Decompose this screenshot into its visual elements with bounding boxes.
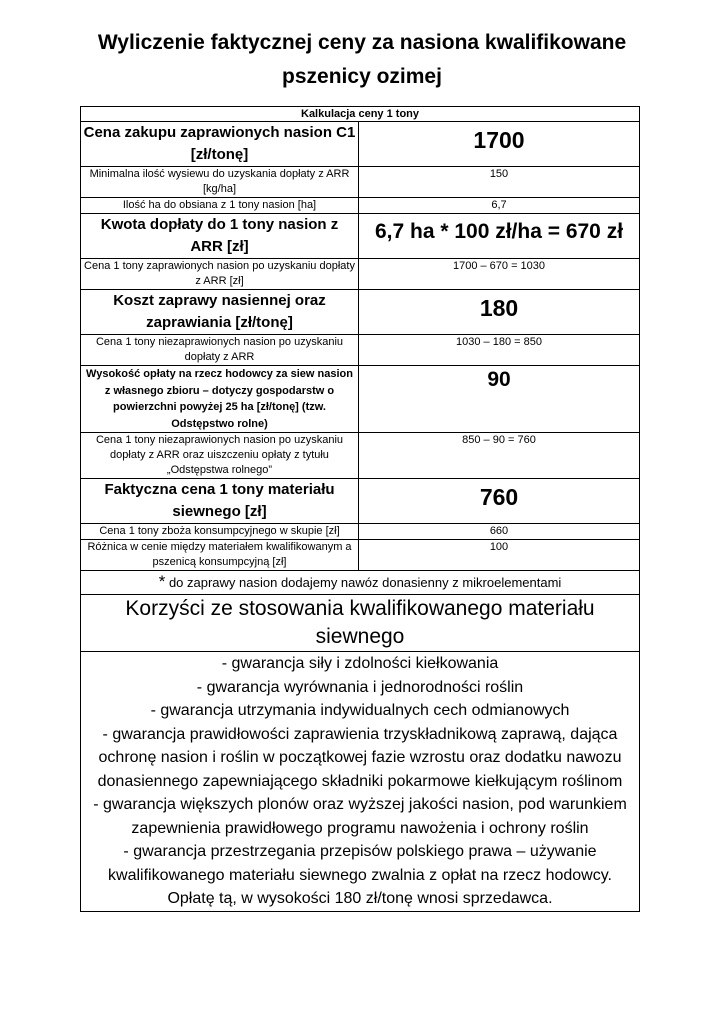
row-value: 6,7 ha * 100 zł/ha = 670 zł [359,214,640,259]
benefits-list [81,652,640,912]
footnote-asterisk: * [158,572,166,591]
row-value: 90 [359,366,640,433]
row-value: 150 [359,167,640,198]
table-row [81,540,640,571]
row-label: Faktyczna cena 1 tony materiału siewnego [zł] [81,479,359,524]
row-label: Cena zakupu zaprawionych nasion C1 [zł/tonę] [81,122,359,167]
row-value: 660 [359,524,640,540]
table-row [81,366,640,433]
table-row [81,214,640,259]
table-row [81,433,640,479]
row-label: Cena 1 tony zaprawionych nasion po uzyskaniu dopłaty z ARR [zł] [81,259,359,290]
table-row [81,198,640,214]
footnote-text: do zaprawy nasion dodajemy nawóz donasienny z mikroelementami [168,575,562,590]
table-row [81,479,640,524]
row-value: 1700 [359,122,640,167]
list-item: - gwarancja prawidłowości zaprawienia trzyskładnikową zaprawą, dająca ochronę nasion i roślin w początkowej fazie wzrostu oraz dodatku nawozu donasiennego zapewniającego składniki pokarmowe kiełkującym roślinom [97,725,623,790]
row-label: Cena 1 tony niezaprawionych nasion po uzyskaniu dopłaty z ARR oraz uiszczeniu opłaty z tytułu „Odstępstwa rolnego” [81,433,359,479]
footnote [81,571,640,595]
row-label: Różnica w cenie między materiałem kwalifikowanym a pszenicą konsumpcyjną [zł] [81,540,359,571]
list-item: - gwarancja przestrzegania przepisów polskiego prawa – używanie kwalifikowanego materiału siewnego zwalnia z opłat na rzecz hodowcy. Opłatę tą, w wysokości 180 zł/tonę wnosi sprzedawca. [108,843,612,907]
row-value: 100 [359,540,640,571]
row-label: Minimalna ilość wysiewu do uzyskania dopłaty z ARR [kg/ha] [81,167,359,198]
row-label: Kwota dopłaty do 1 tony nasion z ARR [zł] [81,214,359,259]
row-value: 180 [359,290,640,335]
benefits-heading: Korzyści ze stosowania kwalifikowanego materiału siewnego [81,595,640,652]
benefits-list-row [81,652,640,912]
row-label: Wysokość opłaty na rzecz hodowcy za siew nasion z własnego zbioru – dotyczy gospodarstw o powierzchni powyżej 25 ha [zł/tonę] (tzw. Odstępstwo rolne) [81,366,359,433]
row-value: 6,7 [359,198,640,214]
page-title: Wyliczenie faktycznej ceny za nasiona kwalifikowane pszenicy ozimej [97,31,627,88]
footnote-row [81,571,640,595]
row-value: 850 – 90 = 760 [359,433,640,479]
table-row [81,167,640,198]
price-calculation-table [80,106,640,912]
table-header: Kalkulacja ceny 1 tony [81,107,640,122]
row-value: 760 [359,479,640,524]
table-row [81,335,640,366]
list-item: - gwarancja siły i zdolności kiełkowania [221,655,499,672]
table-row [81,290,640,335]
row-label: Koszt zaprawy nasiennej oraz zaprawiania [zł/tonę] [81,290,359,335]
table-row [81,524,640,540]
row-value: 1700 – 670 = 1030 [359,259,640,290]
table-header-row [81,107,640,122]
row-value: 1030 – 180 = 850 [359,335,640,366]
row-label: Cena 1 tony zboża konsumpcyjnego w skupie [zł] [81,524,359,540]
list-item: - gwarancja utrzymania indywidualnych cech odmianowych [150,702,570,719]
benefits-heading-row [81,595,640,652]
table-row [81,259,640,290]
list-item: - gwarancja wyrównania i jednorodności roślin [196,678,524,696]
row-label: Ilość ha do obsiana z 1 tony nasion [ha] [81,198,359,214]
list-item: - gwarancja większych plonów oraz wyższej jakości nasion, pod warunkiem zapewnienia prawidłowego programu nawożenia i ochrony roślin [93,796,627,837]
row-label: Cena 1 tony niezaprawionych nasion po uzyskaniu dopłaty z ARR [81,335,359,366]
table-row [81,122,640,167]
